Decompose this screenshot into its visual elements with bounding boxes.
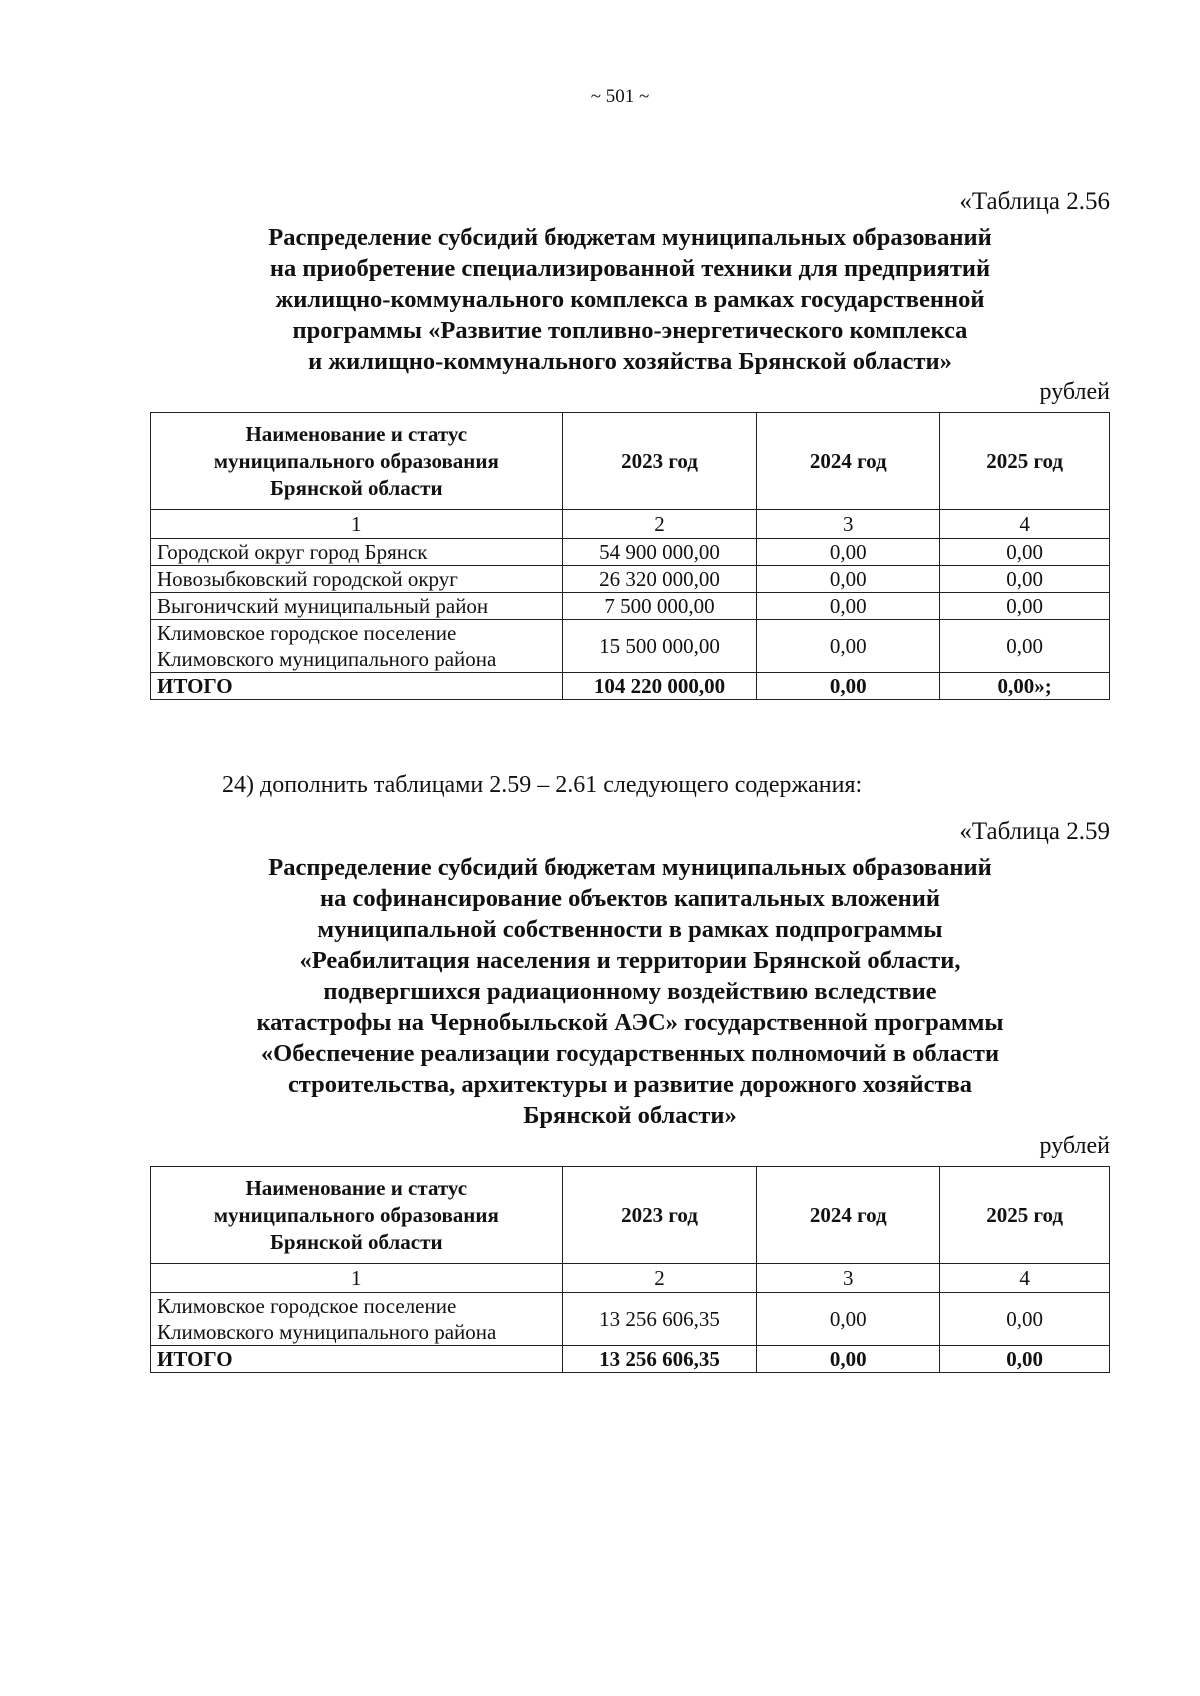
- units-label: рублей: [1039, 379, 1110, 405]
- data-table: [150, 412, 1110, 700]
- units-label: рублей: [1039, 1133, 1110, 1159]
- header-2023: 2023 год: [562, 1167, 757, 1264]
- table-label: «Таблица 2.56: [959, 188, 1110, 215]
- header-2023: 2023 год: [562, 413, 757, 510]
- index-row: 1 2 3 4: [151, 1264, 1110, 1293]
- table-row: Новозыбковский городской округ 26 320 000,00 0,00 0,00: [151, 566, 1110, 593]
- total-row: ИТОГО 13 256 606,35 0,00 0,00: [151, 1346, 1110, 1373]
- table-label: «Таблица 2.59: [959, 818, 1110, 845]
- table-row: Климовское городское поселение Климовского муниципального района 15 500 000,00 0,00 0,00: [151, 620, 1110, 673]
- table-2-56-block: [150, 188, 1110, 700]
- header-row: [151, 413, 1110, 510]
- table-row: Выгоничский муниципальный район 7 500 000,00 0,00 0,00: [151, 593, 1110, 620]
- header-name: Наименование и статус муниципального образования Брянской области: [151, 413, 563, 510]
- header-name: Наименование и статус муниципального образования Брянской области: [151, 1167, 563, 1264]
- total-row: ИТОГО 104 220 000,00 0,00 0,00»;: [151, 673, 1110, 700]
- index-row: 1 2 3 4: [151, 510, 1110, 539]
- data-table: [150, 1166, 1110, 1373]
- table-title: Распределение субсидий бюджетам муниципальных образований на софинансирование объектов капитальных вложений муниципальной собственности в рамках подпрограммы «Реабилитация населения и территории Брянской области, подвергшихся радиационному воздействию вследствие катастрофы на Чернобыльской АЭС» государственной программы «Обеспечение реализации государственных полномочий в области строительства, архитектуры и развитие дорожного хозяйства Брянской области»: [256, 854, 1004, 1129]
- amendment-instruction: 24) дополнить таблицами 2.59 – 2.61 следующего содержания:: [222, 772, 863, 798]
- page-number: ~ 501 ~: [590, 86, 650, 107]
- table-title: Распределение субсидий бюджетам муниципальных образований на приобретение специализированной техники для предприятий жилищно-коммунального комплекса в рамках государственной программы «Развитие топливно-энергетического комплекса и жилищно-коммунального хозяйства Брянской области»: [268, 224, 992, 375]
- table-2-59-block: [150, 818, 1110, 1373]
- header-row: [151, 1167, 1110, 1264]
- header-2024: 2024 год: [757, 413, 940, 510]
- header-2024: 2024 год: [757, 1167, 940, 1264]
- header-2025: 2025 год: [940, 1167, 1110, 1264]
- header-2025: 2025 год: [940, 413, 1110, 510]
- table-row: Климовское городское поселение Климовского муниципального района 13 256 606,35 0,00 0,00: [151, 1293, 1110, 1346]
- table-row: Городской округ город Брянск 54 900 000,00 0,00 0,00: [151, 539, 1110, 566]
